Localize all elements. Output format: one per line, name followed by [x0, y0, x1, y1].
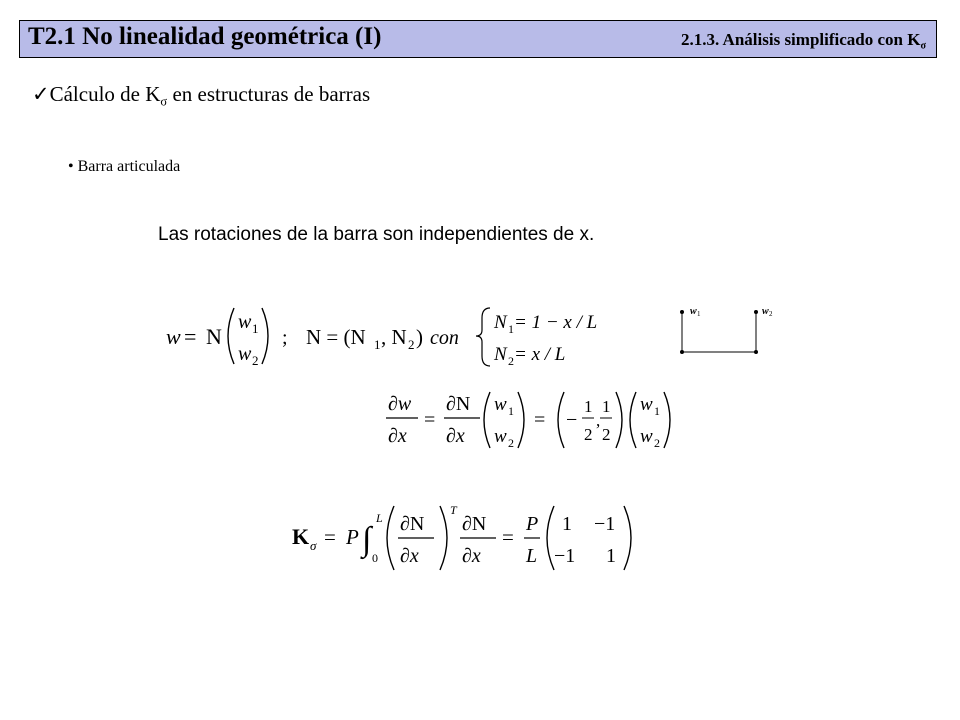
eq1-con: con	[430, 327, 459, 349]
eq1-N1-def: N	[494, 312, 507, 333]
eq3-paren-r1	[440, 506, 447, 570]
eq2-partial-N: ∂N	[446, 393, 471, 415]
eq1-N: N	[206, 324, 222, 349]
eq1-N-close: )	[416, 325, 423, 349]
equation-2	[384, 388, 674, 452]
eq1-N-sub2: 2	[408, 337, 415, 352]
slide-title: T2.1 No linealidad geométrica (I)	[28, 23, 382, 50]
eq1-semicolon: ;	[282, 327, 288, 349]
eq2-w2-b-sub: 2	[654, 436, 660, 450]
check-icon: ✓	[32, 82, 50, 106]
eq1-w2: w	[238, 343, 252, 365]
eq1-N2-rhs: = x / L	[514, 344, 566, 365]
eq2-paren-l3	[630, 392, 636, 448]
eq2-partial-w: ∂w	[388, 393, 412, 415]
eq2-w1-b: w	[640, 394, 653, 415]
sub-bullet-text: Barra articulada	[77, 158, 181, 175]
bullet-dot-icon: •	[68, 158, 74, 175]
eq1-brace	[476, 308, 490, 366]
main-bullet	[32, 82, 370, 109]
eq2-one-a: 1	[584, 397, 593, 416]
main-bullet-suffix: en estructuras de barras	[167, 82, 371, 106]
eq1-N2-def: N	[494, 344, 507, 365]
eq2-paren-r3	[664, 392, 670, 448]
eq3-partial-x1: ∂x	[400, 545, 419, 567]
eq3-L-frac: L	[526, 545, 538, 567]
eq2-w1: w	[494, 394, 507, 415]
eq3-paren-l1	[387, 506, 394, 570]
eq1-N1-sub: 1	[508, 322, 514, 336]
eq3-m22: 1	[606, 545, 616, 567]
node-1-bottom	[680, 350, 684, 354]
section-heading-text: 2.1.3. Análisis simplificado con K	[681, 30, 921, 49]
eq3-m11: 1	[562, 513, 572, 535]
equation-1	[160, 300, 620, 372]
eq2-two-b: 2	[602, 425, 611, 444]
eq2-paren-l2	[558, 392, 564, 448]
eq2-w2-sub: 2	[508, 436, 514, 450]
eq1-equals: =	[184, 324, 197, 349]
eq3-P: P	[346, 525, 359, 549]
eq3-m12: −1	[594, 513, 616, 535]
eq3-T: T	[450, 503, 457, 517]
sigma-subscript: σ	[920, 40, 926, 52]
rotation-sentence: Las rotaciones de la barra son independientes de x.	[158, 224, 595, 245]
eq3-equals-2: =	[502, 525, 514, 549]
equation-3	[290, 500, 650, 572]
eq3-paren-r2	[624, 506, 631, 570]
main-bullet-prefix: Cálculo de K	[49, 82, 161, 106]
node-1-top	[680, 310, 684, 314]
eq3-partial-N2: ∂N	[462, 513, 487, 535]
eq3-partial-x2: ∂x	[462, 545, 481, 567]
w1-label-sub: 1	[697, 310, 701, 318]
eq3-integral: ∫	[362, 521, 372, 558]
eq1-N-sub1: 1	[374, 337, 381, 352]
node-2-bottom	[754, 350, 758, 354]
eq3-lower: 0	[372, 551, 378, 565]
eq1-N1-rhs: = 1 − x / L	[514, 312, 598, 333]
title-bar	[19, 20, 937, 58]
w2-label-sub: 2	[769, 310, 773, 318]
eq2-minus: −	[566, 409, 578, 431]
eq2-paren-r2	[616, 392, 622, 448]
eq1-w1-sub: 1	[252, 321, 259, 336]
eq1-w1: w	[238, 311, 252, 333]
bar-diagram	[676, 300, 786, 360]
eq2-w1-b-sub: 1	[654, 404, 660, 418]
eq2-one-b: 1	[602, 397, 611, 416]
sub-bullet	[68, 158, 180, 176]
eq3-upper: L	[376, 511, 383, 525]
eq2-paren-r1	[518, 392, 524, 448]
eq1-N-vector: N = (N	[306, 325, 366, 349]
eq2-partial-x2: ∂x	[446, 425, 465, 447]
eq2-two-a: 2	[584, 425, 593, 444]
eq1-w: w	[166, 324, 181, 349]
node-2-top	[754, 310, 758, 314]
eq3-P-frac: P	[526, 513, 539, 535]
eq1-right-paren	[262, 308, 268, 364]
eq3-equals-1: =	[324, 525, 336, 549]
eq3-m21: −1	[554, 545, 576, 567]
eq1-N-comma: , N	[381, 325, 407, 349]
eq3-K: K	[292, 524, 310, 549]
eq2-partial-x1: ∂x	[388, 425, 407, 447]
eq2-paren-l1	[484, 392, 490, 448]
eq2-w2: w	[494, 426, 507, 447]
eq2-equals-2: =	[534, 409, 546, 431]
eq3-partial-N1: ∂N	[400, 513, 425, 535]
eq1-left-paren	[228, 308, 234, 364]
w2-label: w	[762, 306, 769, 317]
eq2-w1-sub: 1	[508, 404, 514, 418]
eq2-equals-1: =	[424, 409, 436, 431]
w1-label: w	[690, 306, 697, 317]
eq1-w2-sub: 2	[252, 353, 259, 368]
eq1-N2-sub: 2	[508, 354, 514, 368]
eq3-sigma: σ	[310, 538, 317, 553]
eq2-w2-b: w	[640, 426, 653, 447]
main-bullet-sigma: σ	[160, 94, 168, 109]
section-heading	[681, 30, 926, 52]
eq3-paren-l2	[547, 506, 554, 570]
eq2-comma: ,	[596, 411, 601, 430]
